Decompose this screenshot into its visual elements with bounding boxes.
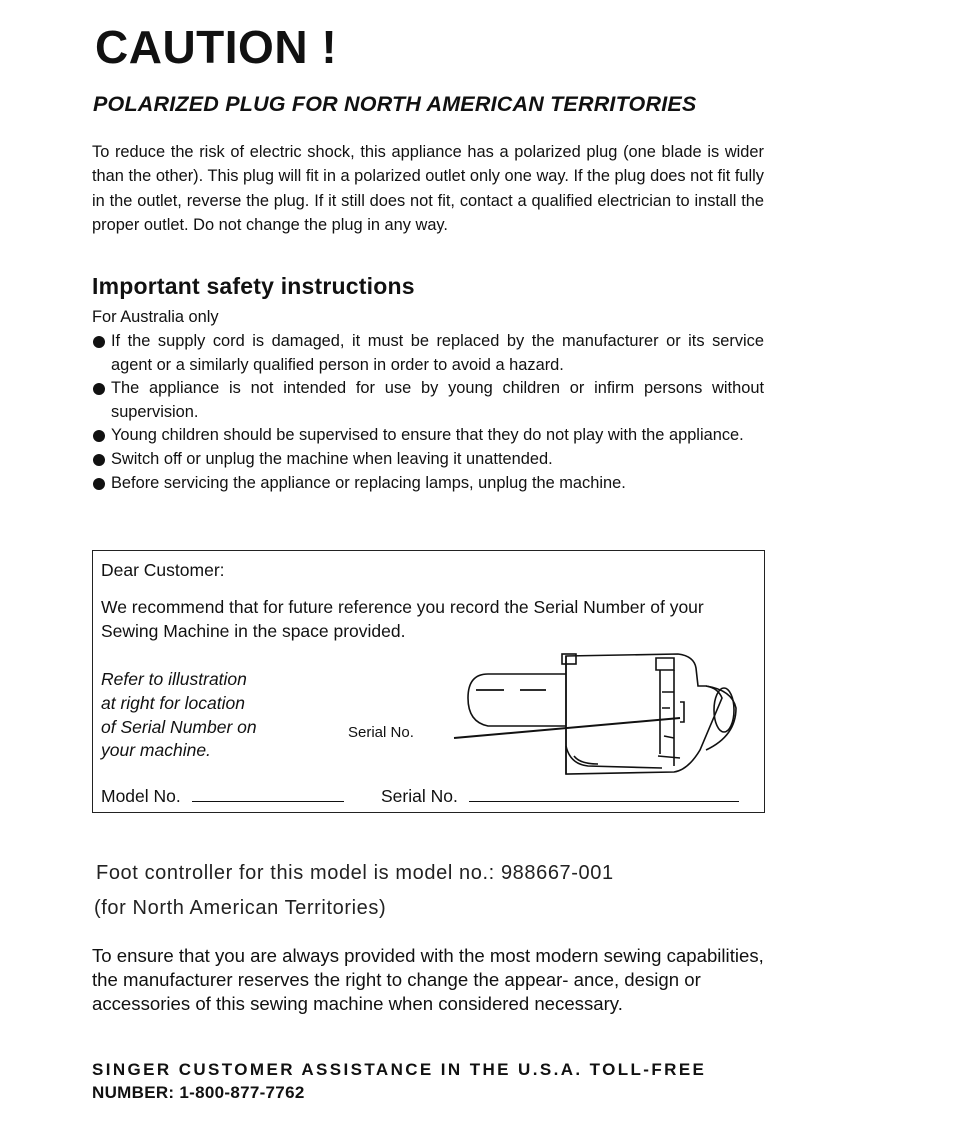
serial-recommendation: We recommend that for future reference you record the Serial Number of your Sewing Machine in the space provided. [101, 597, 704, 641]
refer-note: Refer to illustration at right for location of Serial Number on your machine. [101, 669, 257, 761]
safety-item: Young children should be supervised to ensure that they do not play with the appliance. [92, 424, 764, 448]
safety-heading: Important safety instructions [92, 273, 415, 299]
bullet-icon [93, 454, 105, 466]
safety-list [92, 330, 764, 495]
manufacturer-disclaimer: To ensure that you are always provided with the most modern sewing capabilities, the manufacturer reserves the right to change the appear- ance, design or accessories of this sewing machine when considered necessary. [92, 945, 764, 1015]
serial-number-label: Serial No. [381, 786, 458, 806]
polarized-plug-text: To reduce the risk of electric shock, this appliance has a polarized plug (one blade is wider than the other). This plug will fit in a polarized outlet only one way. If the plug does not fit fully in the outlet, reverse the plug. If it still does not fit, contact a qualified electrician to install the proper outlet. Do not change the plug in any way. [92, 143, 764, 235]
model-number-field [101, 786, 344, 807]
serial-callout-label: Serial No. [348, 724, 414, 741]
bullet-icon [93, 336, 105, 348]
safety-item: Switch off or unplug the machine when leaving it unattended. [92, 448, 764, 472]
safety-item: If the supply cord is damaged, it must be replaced by the manufacturer or its service agent or a similarly qualified person in order to avoid a hazard. [92, 330, 764, 377]
sewing-machine-illustration [448, 646, 740, 778]
bullet-icon [93, 383, 105, 395]
model-number-blank [192, 801, 344, 802]
foot-controller-model: Foot controller for this model is model no.: 988667-001 [96, 862, 614, 884]
safety-region-note: For Australia only [92, 308, 219, 326]
bullet-icon [93, 430, 105, 442]
serial-number-blank [469, 801, 739, 802]
customer-assistance-line2: NUMBER: 1-800-877-7762 [92, 1083, 305, 1102]
safety-item: The appliance is not intended for use by young children or infirm persons without supervision. [92, 377, 764, 424]
model-number-label: Model No. [101, 786, 181, 806]
customer-assistance-line1: SINGER CUSTOMER ASSISTANCE IN THE U.S.A. TOLL-FREE [92, 1060, 707, 1079]
customer-greeting: Dear Customer: [101, 560, 225, 580]
polarized-plug-heading: POLARIZED PLUG FOR NORTH AMERICAN TERRITORIES [93, 92, 697, 116]
page-title: CAUTION ! [95, 21, 338, 73]
bullet-icon [93, 478, 105, 490]
safety-item: Before servicing the appliance or replacing lamps, unplug the machine. [92, 472, 764, 496]
foot-controller-region: (for North American Territories) [94, 897, 387, 919]
serial-number-field [381, 786, 739, 807]
